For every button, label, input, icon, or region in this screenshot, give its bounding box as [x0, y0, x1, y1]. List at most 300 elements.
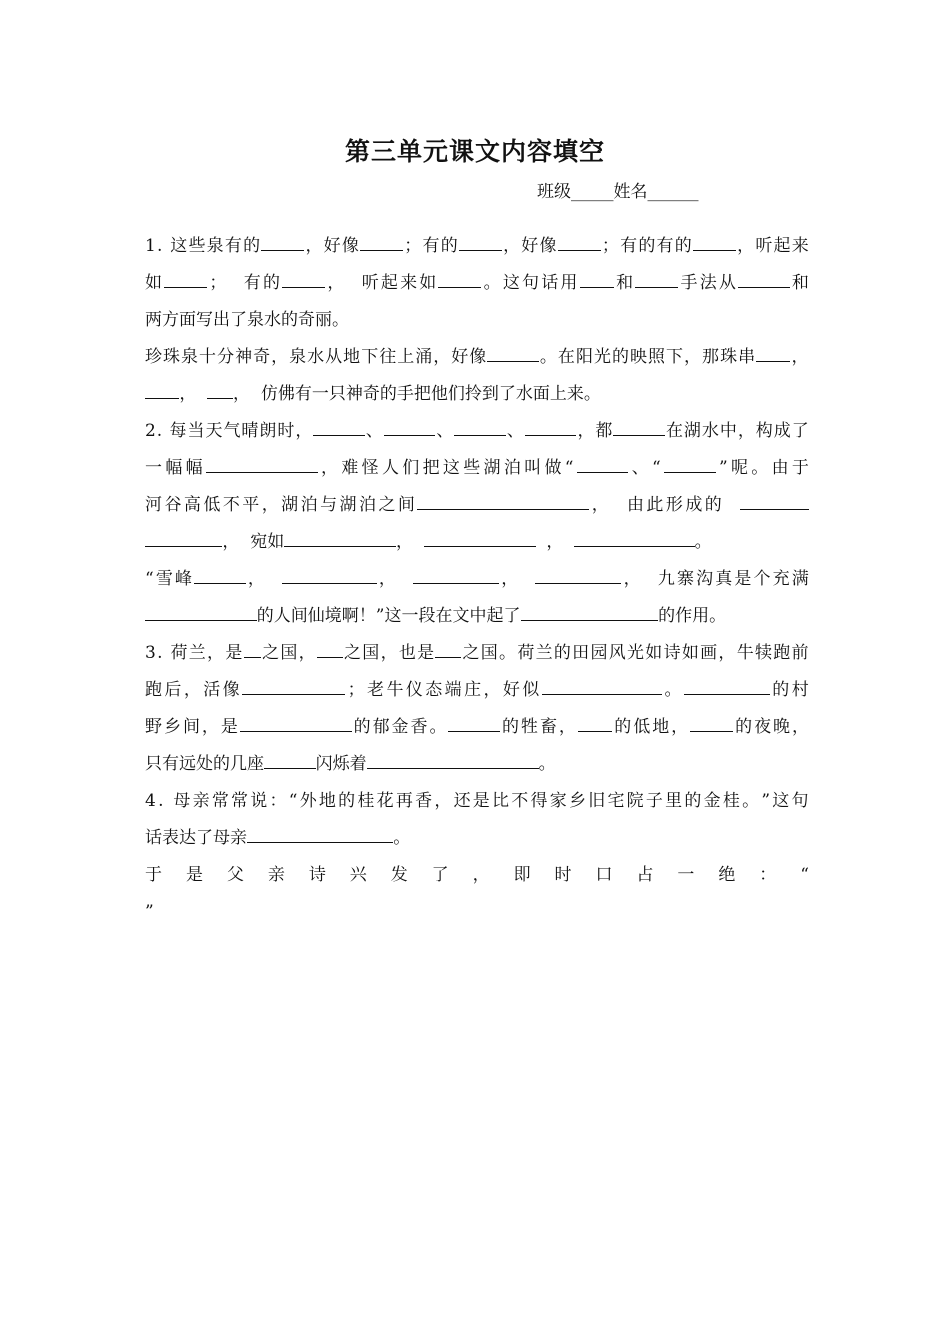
- text-char: 乡: [568, 791, 586, 811]
- text-char: ，: [791, 347, 809, 367]
- text-char: 间: [182, 717, 200, 737]
- text-char: [650, 561, 655, 598]
- text-char: ”: [761, 791, 771, 811]
- answer-blank[interactable]: [417, 487, 589, 510]
- answer-blank[interactable]: [664, 450, 716, 473]
- text-char: 像: [539, 236, 557, 256]
- text-char: 湖: [281, 495, 299, 515]
- text-char: 的: [684, 791, 702, 811]
- text-char: 也: [398, 643, 416, 663]
- text-char: 河: [145, 495, 162, 515]
- text-char: 是: [185, 865, 203, 885]
- answer-blank[interactable]: [542, 672, 662, 695]
- text-char: [163, 413, 168, 450]
- text-char: 像: [222, 680, 240, 700]
- text-line: [145, 561, 809, 598]
- text-char: 泊: [358, 495, 376, 515]
- text-char: 画: [700, 643, 718, 663]
- text-char: 晴: [241, 421, 259, 441]
- text-char: 。: [539, 347, 557, 367]
- text-char: 。: [742, 791, 760, 811]
- text-char: 有: [162, 754, 179, 774]
- text-char: ，: [247, 569, 265, 589]
- text-char: ，: [305, 236, 323, 256]
- answer-blank[interactable]: [535, 561, 621, 584]
- text-char: 神: [235, 347, 253, 367]
- text-char: ，: [201, 717, 219, 737]
- text-char: 亲: [192, 791, 210, 811]
- text-char: 出: [213, 310, 230, 330]
- text-char: ”: [375, 606, 385, 626]
- text-line: [145, 450, 809, 487]
- text-char: 父: [226, 865, 244, 885]
- answer-blank[interactable]: [435, 635, 461, 658]
- text-char: 的: [614, 717, 632, 737]
- text-char: 了: [498, 384, 516, 404]
- text-char: 神: [345, 384, 363, 404]
- text-char: 兴: [349, 865, 367, 885]
- text-char: 郁: [372, 717, 390, 737]
- text-char: “: [145, 569, 154, 589]
- text-char: 珍: [145, 347, 162, 367]
- text-char: 们: [402, 458, 420, 478]
- text-char: 香: [415, 791, 433, 811]
- answer-blank[interactable]: [244, 635, 261, 658]
- text-char: 幅: [185, 458, 203, 478]
- text-line: [145, 487, 809, 524]
- text-char: 啊: [341, 606, 359, 626]
- answer-blank[interactable]: [690, 709, 733, 732]
- text-char: 的: [379, 384, 397, 404]
- text-char: 桂: [357, 791, 375, 811]
- text-line: [145, 709, 809, 746]
- text-char: ；: [347, 680, 365, 700]
- text-char: 手: [396, 384, 414, 404]
- text-char: ，: [591, 495, 609, 515]
- text-line: [145, 228, 809, 265]
- text-char: 的: [502, 717, 520, 737]
- text-char: 下: [666, 347, 684, 367]
- text-char: 风: [608, 643, 626, 663]
- text-char: 平: [242, 495, 260, 515]
- text-char: 们: [447, 384, 465, 404]
- text-line: [145, 339, 809, 376]
- text-char: 是: [734, 569, 752, 589]
- text-char: 诗: [308, 865, 326, 885]
- answer-blank[interactable]: [580, 265, 614, 288]
- answer-blank[interactable]: [578, 709, 612, 732]
- text-char: 。: [483, 273, 501, 293]
- text-char: ，: [434, 791, 452, 811]
- text-char: 些: [463, 458, 481, 478]
- text-char: 泉: [289, 347, 307, 367]
- answer-blank[interactable]: [206, 450, 318, 473]
- name-blank[interactable]: ______: [647, 182, 699, 202]
- text-char: 。: [583, 384, 601, 404]
- text-char: .: [157, 643, 163, 663]
- text-char: ”: [718, 458, 728, 478]
- text-char: 是: [225, 643, 243, 663]
- text-char: 这: [772, 791, 790, 811]
- text-char: 作: [675, 606, 693, 626]
- text-char: 牲: [520, 717, 538, 737]
- text-char: 一: [145, 458, 162, 478]
- text-char: 的: [735, 717, 753, 737]
- text-char: ，: [623, 569, 641, 589]
- text-char: [643, 561, 648, 598]
- text-char: 在: [557, 347, 575, 367]
- text-char: 牛: [386, 680, 404, 700]
- text-char: ；: [209, 273, 227, 293]
- text-char: 境: [324, 606, 342, 626]
- text-char: .: [157, 236, 163, 256]
- text-char: [347, 265, 352, 302]
- text-char: 了: [503, 606, 521, 626]
- text-char: 都: [595, 421, 613, 441]
- text-char: 是: [417, 643, 435, 663]
- text-char: 还: [453, 791, 471, 811]
- text-char: 1: [145, 236, 156, 256]
- text-char: ，: [472, 865, 490, 885]
- answer-blank[interactable]: [448, 709, 500, 732]
- answer-blank[interactable]: [413, 561, 499, 584]
- text-char: 谷: [164, 495, 182, 515]
- answer-blank[interactable]: [145, 376, 179, 399]
- text-char: 说: [250, 791, 268, 811]
- text-char: 荷: [170, 643, 188, 663]
- text-char: 水: [701, 421, 719, 441]
- text-char: 佛: [277, 384, 295, 404]
- text-char: 占: [636, 865, 654, 885]
- text-char: 话: [541, 273, 559, 293]
- text-char: 如: [267, 532, 285, 552]
- text-char: 之: [344, 643, 361, 663]
- text-char: 从: [718, 273, 736, 293]
- text-char: 畜: [539, 717, 557, 737]
- text-char: [528, 561, 533, 598]
- text-char: 如: [681, 643, 699, 663]
- text-char: 于: [791, 458, 809, 478]
- text-char: 这: [384, 606, 402, 626]
- text-char: 来: [566, 384, 584, 404]
- answer-blank[interactable]: [558, 228, 601, 251]
- text-char: 口: [595, 865, 613, 885]
- text-char: 一: [677, 865, 695, 885]
- text-char: 分: [217, 347, 235, 367]
- text-char: 珠: [720, 347, 738, 367]
- text-char: ；: [404, 236, 422, 256]
- answer-blank[interactable]: [264, 746, 316, 769]
- answer-blank[interactable]: [317, 635, 343, 658]
- text-char: ，: [718, 643, 736, 663]
- text-char: 构: [755, 421, 773, 441]
- answer-blank[interactable]: [360, 228, 403, 251]
- text-char: 的: [256, 606, 274, 626]
- answer-blank[interactable]: [525, 413, 577, 436]
- text-char: 光: [593, 347, 611, 367]
- text-char: 来: [400, 273, 418, 293]
- text-char: ，: [433, 347, 451, 367]
- text-char: 园: [590, 643, 608, 663]
- answer-blank[interactable]: [145, 524, 222, 547]
- text-char: 像: [341, 236, 359, 256]
- answer-blank[interactable]: [521, 598, 659, 621]
- text-char: 涌: [415, 347, 433, 367]
- answer-blank[interactable]: [424, 524, 536, 547]
- text-char: 仪: [405, 680, 423, 700]
- answer-blank[interactable]: [384, 413, 436, 436]
- answer-blank[interactable]: [574, 524, 694, 547]
- text-char: 有: [243, 273, 261, 293]
- text-char: 比: [492, 791, 510, 811]
- text-char: 闪: [315, 754, 333, 774]
- text-line: [145, 746, 809, 783]
- text-char: 充: [772, 569, 790, 589]
- answer-blank[interactable]: [284, 524, 396, 547]
- text-char: [406, 561, 411, 598]
- text-char: 的: [674, 236, 692, 256]
- text-char: 这: [502, 273, 520, 293]
- text-char: 湖: [339, 495, 357, 515]
- text-char: 法: [699, 273, 717, 293]
- text-char: 把: [422, 458, 440, 478]
- text-char: “: [564, 458, 574, 478]
- text-char: 。: [429, 717, 447, 737]
- text-char: 是: [220, 717, 238, 737]
- text-char: 好: [451, 347, 469, 367]
- text-char: 3: [145, 643, 156, 663]
- text-char: 里: [665, 791, 683, 811]
- text-char: ；: [601, 236, 619, 256]
- text-char: 怪: [361, 458, 379, 478]
- text-char: 几: [230, 754, 247, 774]
- text-char: 之: [462, 643, 480, 663]
- answer-blank[interactable]: [756, 339, 790, 362]
- answer-blank[interactable]: [240, 709, 352, 732]
- text-char: 。: [393, 828, 411, 848]
- text-char: 珠: [163, 347, 181, 367]
- text-char: 金: [703, 791, 721, 811]
- text-char: 如: [419, 273, 437, 293]
- text-char: 村: [791, 680, 809, 700]
- text-char: 的: [281, 310, 298, 330]
- text-char: 人: [381, 458, 399, 478]
- text-char: 绝: [718, 865, 736, 885]
- text-char: 的: [638, 236, 656, 256]
- text-char: 在: [665, 421, 683, 441]
- text-char: [164, 635, 169, 672]
- text-char: 中: [719, 421, 737, 441]
- text-char: 沟: [696, 569, 714, 589]
- text-char: 成: [773, 421, 791, 441]
- text-char: 。: [664, 680, 682, 700]
- text-char: 听: [755, 236, 773, 256]
- text-char: 之: [378, 495, 396, 515]
- class-blank[interactable]: _____: [571, 182, 614, 202]
- answer-blank[interactable]: [684, 672, 770, 695]
- text-char: [732, 487, 737, 524]
- text-char: 低: [633, 717, 651, 737]
- text-char: 似: [522, 680, 540, 700]
- answer-blank[interactable]: [459, 228, 502, 251]
- answer-blank[interactable]: [164, 265, 207, 288]
- answer-blank[interactable]: [740, 487, 809, 510]
- text-char: ，: [222, 532, 240, 552]
- text-char: 上: [549, 384, 567, 404]
- text-char: 亲: [267, 865, 285, 885]
- text-char: 好: [323, 236, 341, 256]
- text-char: 真: [715, 569, 733, 589]
- answer-blank[interactable]: [313, 413, 365, 436]
- text-char: 诗: [663, 643, 681, 663]
- text-char: ：: [759, 865, 777, 885]
- text-char: 、: [436, 421, 454, 441]
- text-char: 泉: [247, 310, 264, 330]
- answer-blank[interactable]: [613, 413, 665, 436]
- text-char: ，: [737, 236, 755, 256]
- text-char: “: [800, 865, 809, 885]
- text-char: 的: [440, 236, 458, 256]
- text-char: 仿: [260, 384, 278, 404]
- text-char: 间: [397, 495, 415, 515]
- text-char: 旧: [588, 791, 606, 811]
- text-char: 只: [145, 754, 162, 774]
- text-char: ，: [737, 421, 755, 441]
- text-char: 下: [361, 347, 379, 367]
- text-char: 处: [196, 754, 213, 774]
- text-char: 不: [511, 791, 529, 811]
- text-char: [229, 265, 234, 302]
- text-char: 是: [472, 791, 490, 811]
- answer-blank[interactable]: [487, 339, 539, 362]
- text-char: 了: [431, 865, 449, 885]
- text-char: 泉: [206, 236, 224, 256]
- text-char: 了: [791, 421, 809, 441]
- text-char: 拎: [464, 384, 482, 404]
- text-char: 夜: [754, 717, 772, 737]
- text-char: 、: [506, 421, 524, 441]
- text-char: 用: [560, 273, 578, 293]
- text-char: 句: [791, 791, 809, 811]
- text-char: 如: [645, 643, 663, 663]
- text-char: 国: [480, 643, 498, 663]
- answer-blank[interactable]: [282, 561, 377, 584]
- text-char: 外: [299, 791, 317, 811]
- class-label: 班级: [537, 182, 571, 202]
- name-label: 姓名: [613, 182, 648, 202]
- text-char: ，: [501, 569, 519, 589]
- text-char: 湖: [483, 458, 501, 478]
- text-line: [145, 302, 809, 339]
- answer-blank[interactable]: [194, 561, 246, 584]
- page-title: 第三单元课文内容填空: [344, 137, 605, 166]
- text-char: ，: [207, 643, 225, 663]
- text-char: 晚: [773, 717, 791, 737]
- text-char: 他: [430, 384, 448, 404]
- text-char: 于: [145, 865, 162, 885]
- text-char: 个: [753, 569, 771, 589]
- text-char: 做: [544, 458, 562, 478]
- text-char: 当: [187, 421, 205, 441]
- text-char: 端: [444, 680, 462, 700]
- text-char: 水: [515, 384, 533, 404]
- text-char: 的: [704, 495, 722, 515]
- text-char: 面: [532, 384, 550, 404]
- text-char: 满: [791, 569, 809, 589]
- answer-blank[interactable]: [282, 265, 325, 288]
- text-char: [619, 487, 624, 524]
- text-char: 跑: [145, 680, 162, 700]
- text-char: ，: [183, 680, 201, 700]
- text-char: 座: [247, 754, 264, 774]
- answer-blank[interactable]: [454, 413, 506, 436]
- answer-blank[interactable]: [367, 746, 539, 769]
- text-char: 泊: [503, 458, 521, 478]
- text-char: ，: [483, 680, 501, 700]
- text-char: 庄: [464, 680, 482, 700]
- answer-blank[interactable]: [261, 228, 304, 251]
- text-char: 乡: [163, 717, 181, 737]
- answer-blank[interactable]: [693, 228, 736, 251]
- answer-blank[interactable]: [738, 265, 790, 288]
- answer-blank[interactable]: [577, 450, 629, 473]
- text-char: 的: [243, 236, 261, 256]
- text-line: [145, 635, 809, 672]
- text-char: .: [156, 421, 163, 441]
- text-char: 的: [338, 791, 356, 811]
- answer-blank[interactable]: [145, 598, 257, 621]
- text-char: 上: [397, 347, 415, 367]
- text-char: [267, 561, 272, 598]
- text-char: 有: [224, 236, 242, 256]
- text-char: 的: [213, 754, 230, 774]
- text-char: 达: [179, 828, 196, 848]
- text-char: 两: [145, 310, 162, 330]
- text-char: ，: [233, 384, 250, 404]
- text-char: ，: [327, 273, 345, 293]
- text-char: 天: [205, 421, 223, 441]
- answer-blank[interactable]: [635, 265, 678, 288]
- text-char: 得: [530, 791, 548, 811]
- text-char: 一: [401, 606, 419, 626]
- text-char: 这: [442, 458, 460, 478]
- text-char: 。: [694, 532, 712, 552]
- text-line: [145, 413, 809, 450]
- worksheet-body: [145, 228, 809, 931]
- text-char: 了: [230, 310, 247, 330]
- text-char: 水: [264, 310, 281, 330]
- text-char: 这: [170, 236, 188, 256]
- text-char: 段: [418, 606, 436, 626]
- text-line: [145, 598, 809, 635]
- answer-blank[interactable]: [207, 376, 233, 399]
- text-char: 香: [410, 717, 428, 737]
- text-char: ，: [271, 347, 289, 367]
- answer-blank[interactable]: [242, 672, 345, 695]
- text-char: 话: [145, 828, 162, 848]
- text-char: ！: [358, 606, 376, 626]
- text-char: 的: [658, 606, 676, 626]
- text-char: ，: [577, 421, 595, 441]
- text-char: 十: [199, 347, 217, 367]
- text-line: [145, 857, 809, 894]
- text-char: [520, 561, 525, 598]
- answer-blank[interactable]: [438, 265, 481, 288]
- text-char: 亲: [230, 828, 247, 848]
- answer-blank[interactable]: [247, 820, 393, 843]
- text-char: 有: [422, 236, 440, 256]
- text-char: 一: [311, 384, 329, 404]
